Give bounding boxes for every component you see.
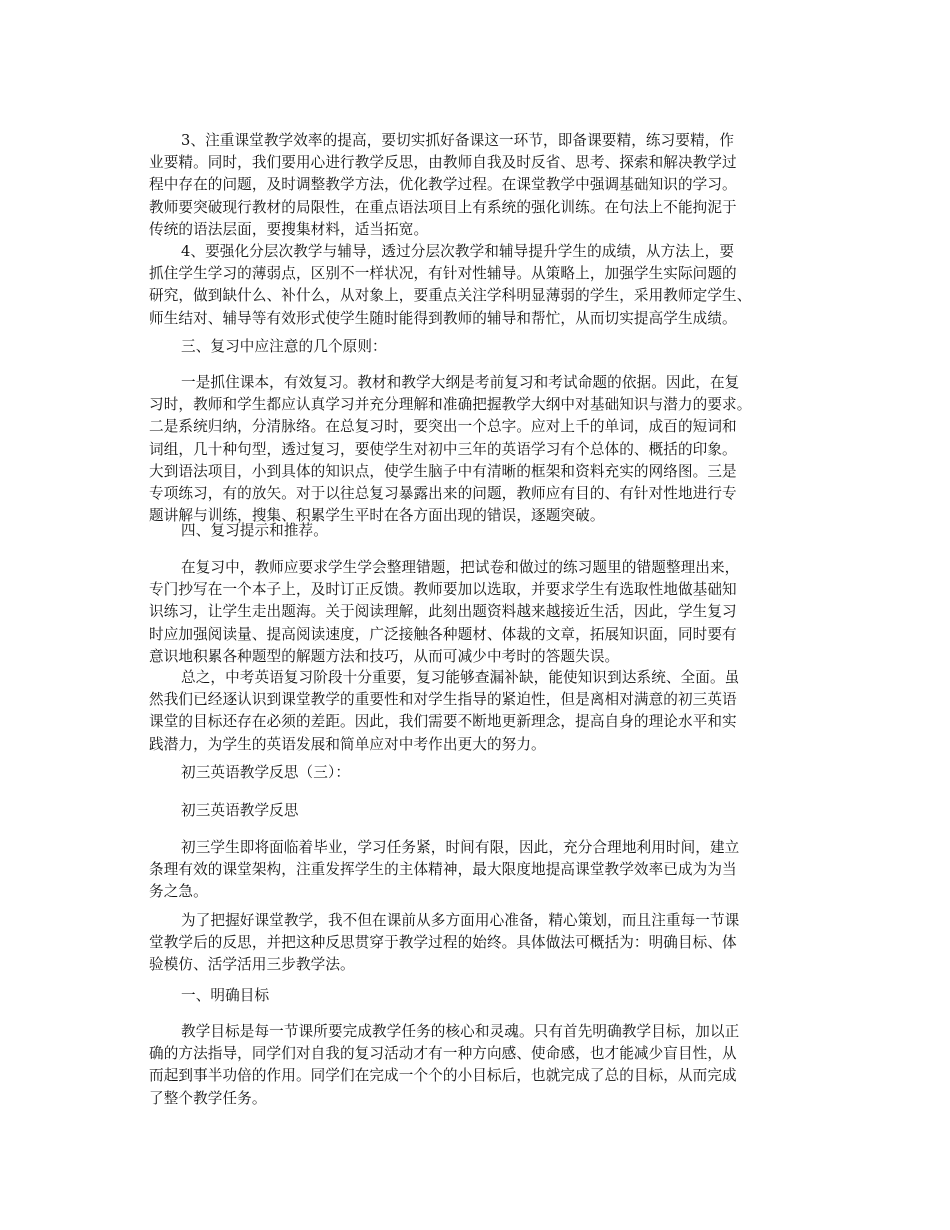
- text-line: 务之急。: [149, 883, 208, 901]
- section-heading-part3: [149, 762, 805, 784]
- section-heading-3: [149, 336, 805, 358]
- text-line: 为了把握好课堂教学，我不但在课前从多方面用心准备，精心策划，而且注重每一节课: [181, 912, 740, 929]
- paragraph-6: [149, 837, 805, 904]
- text-line: 四、复习提示和推荐。: [181, 522, 328, 539]
- text-line: 一、明确目标: [181, 987, 270, 1004]
- text-line: 践潜力，为学生的英语发展和简单应对中考作出更大的努力。: [149, 735, 546, 753]
- text-line: 意识地积累各种题型的解题方法和技巧，从而可减少中考时的答题失误。: [149, 647, 620, 665]
- text-line: 习时，教师和学生都应认真学习并充分理解和准确把握教学大纲中对基础知识与潜力的要求。: [149, 396, 752, 414]
- text-line: 程中存在的问题，及时调整教学方法，优化教学过程。在课堂教学中强调基础知识的学习。: [149, 176, 737, 194]
- text-line: 初三英语教学反思（三）：: [181, 764, 351, 781]
- text-line: 条理有效的课堂架构，注重发挥学生的主体精神，最大限度地提高课堂教学效率已成为为当: [149, 861, 737, 879]
- paragraph-3: [149, 372, 805, 527]
- text-line: 初三英语教学反思: [181, 802, 299, 819]
- paragraph-8: [149, 1021, 805, 1110]
- section-heading-4: [149, 520, 805, 542]
- text-line: 题讲解与训练，搜集、积累学生平时在各方面出现的错误，逐题突破。: [149, 507, 605, 525]
- text-line: 确的方法指导，同学们对自我的复习活动才有一种方向感、使命感，也才能减少盲目性，从: [149, 1045, 737, 1063]
- paragraph-1: [149, 130, 805, 241]
- text-line: 词组，几十种句型，透过复习，要使学生对初中三年的英语学习有个总体的、概括的印象。: [149, 440, 737, 458]
- text-line: 专项练习，有的放矢。对于以往总复习暴露出来的问题，教师应有目的、有针对性地进行专: [149, 485, 737, 503]
- text-line: 抓住学生学习的薄弱点，区别不一样状况，有针对性辅导。从策略上，加强学生实际问题的: [149, 265, 737, 283]
- text-line: 而起到事半功倍的作用。同学们在完成一个个的小目标后，也就完成了总的目标，从而完成: [149, 1067, 737, 1085]
- text-line: 然我们已经逐认识到课堂教学的重要性和对学生指导的紧迫性，但是离相对满意的初三英语: [149, 691, 737, 709]
- text-line: 二是系统归纳，分清脉络。在总复习时，要突出一个总字。应对上千的单词，成百的短词和: [149, 418, 737, 436]
- subtitle: [149, 800, 805, 822]
- paragraph-7: [149, 910, 805, 977]
- text-line: 在复习中，教师应要求学生学会整理错题，把试卷和做过的练习题里的错题整理出来，: [181, 559, 740, 576]
- paragraph-2: [149, 241, 805, 330]
- text-line: 识练习，让学生走出题海。关于阅读理解，此刻出题资料越来越接近生活，因此，学生复习: [149, 603, 737, 621]
- section-heading-goal: [149, 985, 805, 1007]
- text-line: 验模仿、活学活用三步教学法。: [149, 956, 355, 974]
- text-line: 课堂的目标还存在必须的差距。因此，我们需要不断地更新理念，提高自身的理论水平和实: [149, 713, 737, 731]
- text-line: 堂教学后的反思，并把这种反思贯穿于教学过程的始终。具体做法可概括为：明确目标、体: [149, 934, 737, 952]
- text-line: 教学目标是每一节课所要完成教学任务的核心和灵魂。只有首先明确教学目标，加以正: [181, 1023, 740, 1040]
- text-line: 传统的语法层面，要搜集材料，适当拓宽。: [149, 220, 429, 238]
- text-line: 三、复习中应注意的几个原则：: [181, 338, 387, 355]
- text-line: 4、要强化分层次教学与辅导，透过分层次教学和辅导提升学生的成绩，从方法上，要: [181, 243, 735, 260]
- text-line: 时应加强阅读量、提高阅读速度，广泛接触各种题材、体裁的文章，拓展知识面，同时要有: [149, 625, 737, 643]
- text-line: 3、注重课堂教学效率的提高，要切实抓好备课这一环节，即备课要精，练习要精，作: [181, 132, 735, 149]
- text-line: 初三学生即将面临着毕业，学习任务紧，时间有限，因此，充分合理地利用时间，建立: [181, 839, 740, 856]
- text-line: 大到语法项目，小到具体的知识点，使学生脑子中有清晰的框架和资料充实的网络图。三是: [149, 462, 737, 480]
- text-line: 专门抄写在一个本子上，及时订正反馈。教师要加以选取，并要求学生有选取性地做基础知: [149, 581, 737, 599]
- text-line: 研究，做到缺什么、补什么，从对象上，要重点关注学科明显薄弱的学生，采用教师定学生、: [149, 287, 752, 305]
- paragraph-4: [149, 557, 805, 668]
- text-line: 了整个教学任务。: [149, 1089, 267, 1107]
- text-line: 一是抓住课本，有效复习。教材和教学大纲是考前复习和考试命题的依据。因此，在复: [181, 374, 740, 391]
- text-line: 业要精。同时，我们要用心进行教学反思，由教师自我及时反省、思考、探索和解决教学过: [149, 154, 737, 172]
- text-line: 师生结对、辅导等有效形式使学生随时能得到教师的辅导和帮忙，从而切实提高学生成绩。: [149, 309, 737, 327]
- paragraph-5: [149, 667, 805, 756]
- text-line: 总之，中考英语复习阶段十分重要，复习能够查漏补缺，能使知识到达系统、全面。虽: [181, 669, 740, 686]
- text-line: 教师要突破现行教材的局限性，在重点语法项目上有系统的强化训练。在句法上不能拘泥于: [149, 198, 737, 216]
